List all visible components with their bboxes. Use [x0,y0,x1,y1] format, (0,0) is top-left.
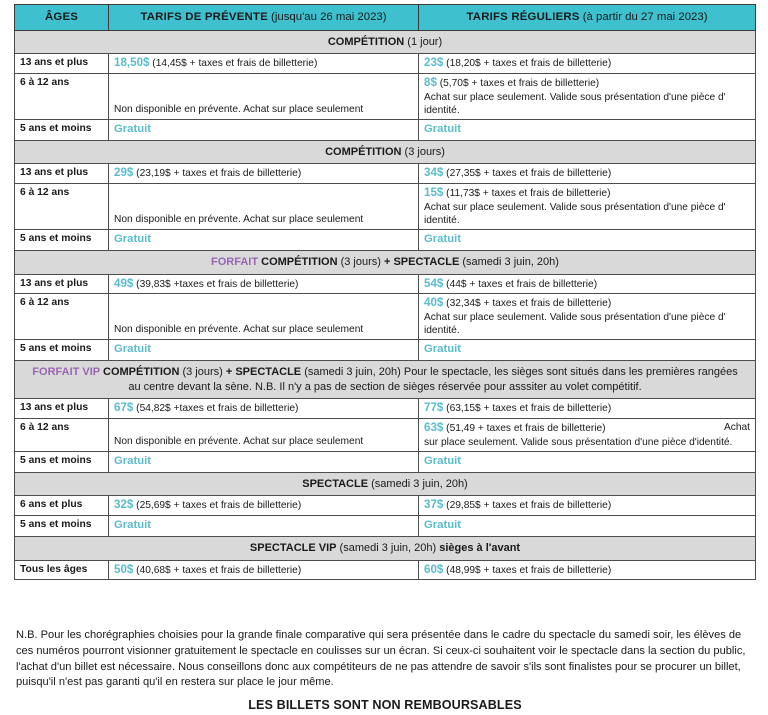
price-line [114,277,413,292]
price-cell-prevente [109,560,419,580]
footer-final-notice: LES BILLETS SONT NON REMBOURSABLES [248,698,522,712]
header-regulier-label: TARIFS RÉGULIERS [466,11,580,23]
purchase-note-line-1: Achat sur place seulement. Valide sous présentation d'une pièce d' [424,312,726,324]
price-amount: 15$ [424,186,444,200]
header-cell-prevente [109,5,419,31]
price-cell-prevente [109,399,419,419]
price-line [424,296,750,311]
price-cell-regulier [419,184,756,230]
purchase-note-line-1: Achat sur place seulement. Valide sous présentation d'une pièce d' [424,92,726,104]
table-row [15,274,756,294]
price-line [114,401,413,416]
purchase-note-line-2: identité. [424,105,460,117]
price-detail: (5,70$ + taxes et frais de billetterie) [436,78,600,90]
price-detail: (48,99$ + taxes et frais de billetterie) [443,564,612,576]
section-band-row [15,360,756,399]
age-label-cell: 5 ans et moins [15,120,109,140]
band-title-2: + SPECTACLE [380,255,460,268]
price-cell-prevente [109,516,419,536]
price-detail: (51,49 + taxes et frais de billetterie) [443,423,606,435]
price-amount: 54$ [424,276,444,290]
price-detail: (23,19$ + taxes et frais de billetterie) [133,168,302,180]
price-cell-regulier [419,516,756,536]
price-cell-prevente [109,184,419,230]
price-cell-prevente [109,164,419,184]
section-band-cell [15,536,756,560]
age-label-cell: 13 ans et plus [15,54,109,74]
age-label-cell: 13 ans et plus [15,274,109,294]
price-line [114,166,413,181]
table-row [15,164,756,184]
price-cell-regulier [419,294,756,340]
free-label: Gratuit [114,123,152,136]
age-label-cell: 13 ans et plus [15,164,109,184]
price-cell-regulier [419,419,756,452]
purchase-note-line-2: identité. [424,325,460,337]
header-cell-ages [15,5,109,31]
table-row [15,74,756,120]
price-detail: (32,34$ + taxes et frais de billetterie) [443,298,612,310]
price-cell-prevente [109,340,419,360]
price-amount: 37$ [424,498,444,512]
price-cell-regulier [419,340,756,360]
band-subtitle: (samedi 3 juin, 20h) [336,541,437,554]
unavailable-note: Non disponible en prévente. Achat sur place seulement [114,214,364,226]
free-label: Gratuit [424,123,462,136]
price-detail: (18,20$ + taxes et frais de billetterie) [443,58,612,70]
price-cell-prevente [109,74,419,120]
band-title: SPECTACLE [302,477,369,490]
price-amount: 29$ [114,166,134,180]
price-line [424,498,750,513]
price-amount: 60$ [424,562,444,576]
price-cell-prevente [109,230,419,250]
age-label-cell: 13 ans et plus [15,399,109,419]
price-line [424,421,750,436]
purchase-note-line-1: Achat sur place seulement. Valide sous présentation d'une pièce d' [424,202,726,214]
table-row [15,54,756,74]
band-title-2: + SPECTACLE [222,365,302,378]
section-band-cell [15,140,756,164]
age-label-cell: 6 à 12 ans [15,294,109,340]
price-cell-prevente [109,274,419,294]
free-label: Gratuit [424,233,462,246]
footer-note: N.B. Pour les chorégraphies choisies pour la grande finale comparative qui sera présentée dans le cadre du spectacle du samedi soir, les élèves de ces numéros pourront visionner gratuitement le spectacle en coulisses sur un écran. Si ceux-ci souhaitent voir le spectacle dans la section du public, l'achat d'un billet est nécessaire. Nous conseillons donc aux compétiteurs de ne pas attendre de savoir s'ils sont finalistes pour se procurer un billet, puisqu'il n'est pas garanti qu'il en restera sur place le jour même. [16,629,746,689]
band-title: SPECTACLE VIP [249,541,337,554]
section-band-row [15,30,756,54]
purchase-note-line-2: identité. [424,215,460,227]
age-label-cell: 5 ans et moins [15,452,109,472]
achat-word: Achat [723,422,750,434]
price-cell-regulier [419,120,756,140]
price-detail: (39,83$ +taxes et frais de billetterie) [133,278,299,290]
price-detail: (63,15$ + taxes et frais de billetterie) [443,403,612,415]
price-line [114,498,413,513]
header-ages-label: ÂGES [44,11,79,23]
pricing-table-wrapper [14,4,755,580]
free-label: Gratuit [114,519,152,532]
pricing-table [14,4,756,580]
price-amount: 67$ [114,401,134,415]
age-label-cell: 6 à 12 ans [15,184,109,230]
age-label-cell: 5 ans et moins [15,230,109,250]
table-row [15,496,756,516]
age-label-cell: 5 ans et moins [15,340,109,360]
section-band-cell [15,30,756,54]
price-cell-regulier [419,164,756,184]
table-row [15,294,756,340]
table-row [15,184,756,230]
table-row [15,560,756,580]
unavailable-note: Non disponible en prévente. Achat sur place seulement [114,324,364,336]
price-amount: 77$ [424,401,444,415]
free-label: Gratuit [424,455,462,468]
header-cell-regulier [419,5,756,31]
age-label-cell: 5 ans et moins [15,516,109,536]
price-cell-regulier [419,452,756,472]
table-row [15,340,756,360]
price-amount: 49$ [114,276,134,290]
price-amount: 63$ [424,421,444,435]
band-forfait-label: FORFAIT [211,255,262,268]
band-subtitle: (samedi 3 juin, 20h) [368,477,468,490]
price-cell-prevente [109,452,419,472]
section-band-cell [15,360,756,399]
price-cell-regulier [419,399,756,419]
table-row [15,419,756,452]
price-cell-regulier [419,274,756,294]
age-label-cell: 6 à 12 ans [15,74,109,120]
price-line [424,56,750,71]
table-row [15,452,756,472]
price-amount: 23$ [424,56,444,70]
price-amount: 50$ [114,562,134,576]
price-amount: 8$ [424,76,437,90]
price-detail: (11,73$ + taxes et frais de billetterie) [443,188,611,200]
band-subtitle: (3 jours) [401,145,445,158]
table-row [15,120,756,140]
header-regulier-note: (à partir du 27 mai 2023) [579,11,708,23]
band-title: COMPÉTITION [327,35,405,48]
band-subtitle: (3 jours) [179,365,223,378]
band-title-2: sièges à l'avant [436,541,521,554]
price-amount: 40$ [424,296,444,310]
band-forfait-label: FORFAIT VIP [32,365,103,378]
price-cell-regulier [419,74,756,120]
section-band-row [15,140,756,164]
free-label: Gratuit [114,233,152,246]
band-subtitle-2: (samedi 3 juin, 20h) [459,255,559,268]
price-cell-prevente [109,496,419,516]
table-header-row [15,5,756,31]
price-cell-regulier [419,230,756,250]
price-detail: (29,85$ + taxes et frais de billetterie) [443,500,612,512]
price-detail: (14,45$ + taxes et frais de billetterie) [149,58,318,70]
section-band-row [15,250,756,274]
price-cell-regulier [419,54,756,74]
price-cell-prevente [109,54,419,74]
section-band-row [15,536,756,560]
price-detail: (40,68$ + taxes et frais de billetterie) [133,564,302,576]
price-cell-prevente [109,120,419,140]
free-label: Gratuit [424,343,462,356]
section-band-cell [15,472,756,496]
price-line [424,186,750,201]
band-subtitle: (3 jours) [337,255,381,268]
price-cell-prevente [109,294,419,340]
price-detail: (27,35$ + taxes et frais de billetterie) [443,168,612,180]
purchase-note-line-2: sur place seulement. Valide sous présentation d'une pièce d'identité. [424,437,733,449]
price-line [424,76,750,91]
price-amount: 18,50$ [114,56,150,70]
unavailable-note: Non disponible en prévente. Achat sur place seulement [114,104,364,116]
unavailable-note: Non disponible en prévente. Achat sur place seulement [114,435,364,447]
header-prevente-label: TARIFS DE PRÉVENTE [140,11,268,23]
price-line [114,56,413,71]
band-title: COMPÉTITION [103,365,180,378]
price-line [114,563,413,578]
band-title: COMPÉTITION [325,145,402,158]
price-amount: 34$ [424,166,444,180]
price-line [424,401,750,416]
table-row [15,516,756,536]
band-title: COMPÉTITION [261,255,338,268]
section-band-cell [15,250,756,274]
price-amount: 32$ [114,498,134,512]
header-prevente-note: (jusqu'au 26 mai 2023) [267,11,387,23]
price-line [424,563,750,578]
age-label-cell: 6 à 12 ans [15,419,109,452]
age-label-cell: Tous les âges [15,560,109,580]
band-subtitle: (1 jour) [404,35,443,48]
age-label-cell: 6 ans et plus [15,496,109,516]
table-row [15,399,756,419]
price-detail: (44$ + taxes et frais de billetterie) [443,278,598,290]
price-detail: (25,69$ + taxes et frais de billetterie) [133,500,302,512]
price-detail: (54,82$ +taxes et frais de billetterie) [133,403,299,415]
table-row [15,230,756,250]
price-line [424,166,750,181]
price-cell-regulier [419,560,756,580]
free-label: Gratuit [424,519,462,532]
price-cell-regulier [419,496,756,516]
free-label: Gratuit [114,455,152,468]
band-subtitle-2: (samedi 3 juin, 20h) Pour le spectacle, les sièges sont situés dans les premières rangées au centre devant la sène. N.B. Il n'y a pas de section de sièges réservée pour asssiter au volet compétitif. [128,365,738,393]
section-band-row [15,472,756,496]
free-label: Gratuit [114,343,152,356]
price-cell-prevente [109,419,419,452]
price-line [424,277,750,292]
